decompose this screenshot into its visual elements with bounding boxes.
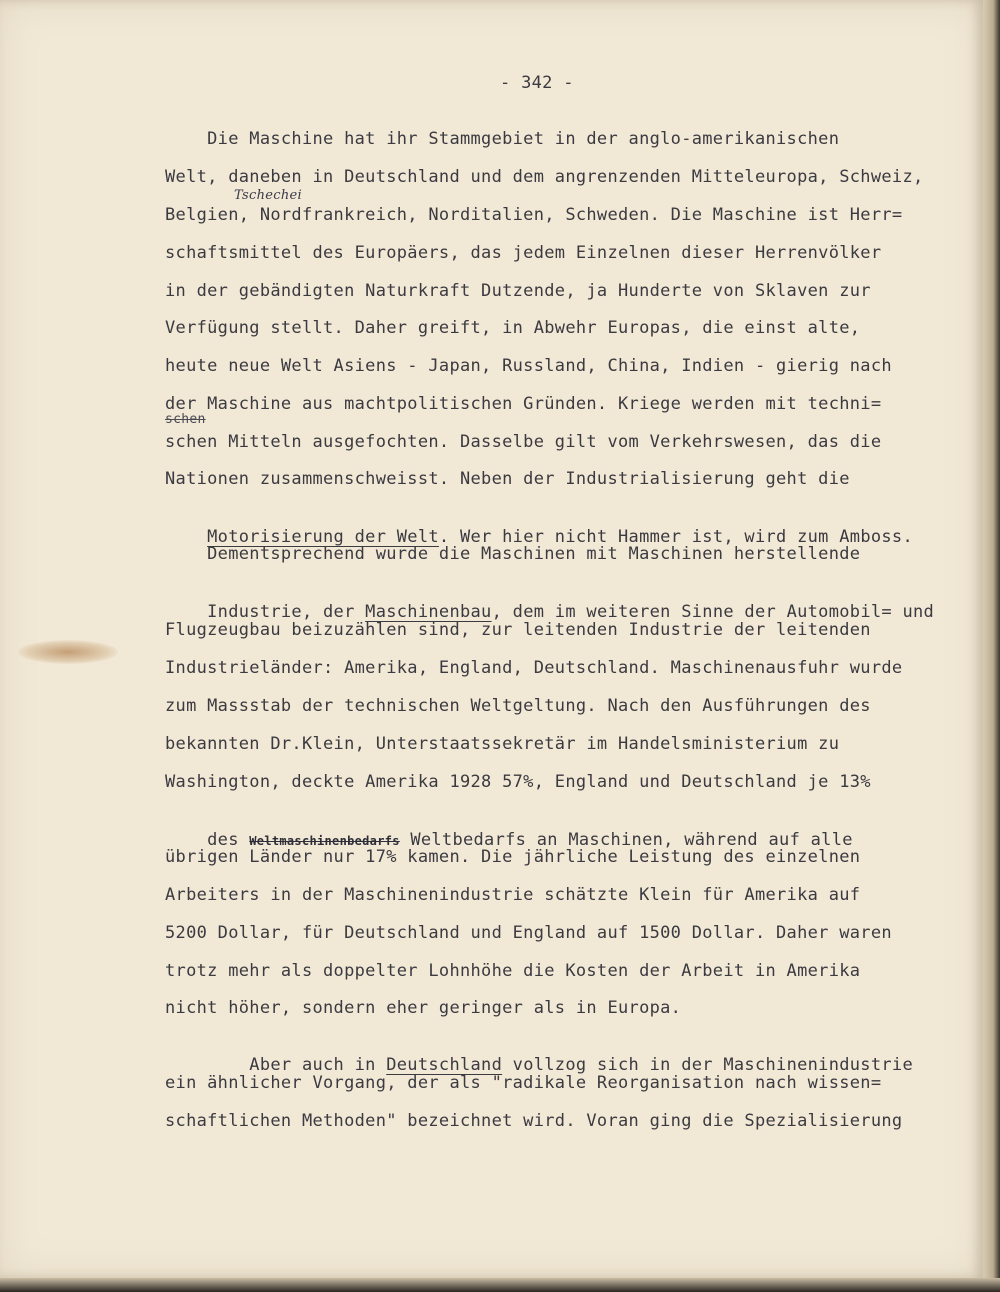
page-edge-bottom [0, 1278, 1000, 1292]
text-line-2: Welt, daneben in Deutschland und dem angrenzenden Mitteleuropa, Schweiz, [165, 167, 924, 187]
text-line-13-start: Industrie, der [207, 602, 366, 622]
text-line-18: Washington, deckte Amerika 1928 57%, England und Deutschland je 13% [165, 772, 871, 792]
text-line-27: schaftlichen Methoden" bezeichnet wird. Voran ging die Spezialisierung [165, 1111, 903, 1131]
text-line-8: der Maschine aus machtpolitischen Gründen. Kriege werden mit techni= [165, 394, 882, 414]
text-line-20: übrigen Länder nur 17% kamen. Die jährliche Leistung des einzelnen [165, 847, 861, 867]
text-line-15: Industrieländer: Amerika, England, Deutschland. Maschinenausfuhr wurde [165, 658, 903, 678]
underlined-phrase: Motorisierung der Welt [207, 527, 439, 547]
text-line-24: nicht höher, sondern eher geringer als in Europa. [165, 998, 682, 1018]
text-line-19-rest: Weltbedarfs an Maschinen, während auf alle [399, 830, 853, 850]
text-line-21: Arbeiters in der Maschinenindustrie schätzte Klein für Amerika auf [165, 885, 861, 905]
text-line-5: in der gebändigten Naturkraft Dutzende, ja Hunderte von Sklaven zur [165, 281, 871, 301]
text-line-12: Dementsprechend wurde die Maschinen mit Maschinen herstellende [165, 544, 861, 564]
text-line-13-rest: , dem im weiteren Sinne der Automobil= und [491, 602, 935, 622]
text-line-9: schen Mitteln ausgefochten. Dasselbe gilt vom Verkehrswesen, das die [165, 432, 882, 452]
text-line-6: Verfügung stellt. Daher greift, in Abwehr Europas, die einst alte, [165, 318, 861, 338]
text-line-22: 5200 Dollar, für Deutschland und England auf 1500 Dollar. Daher waren [165, 923, 892, 943]
struck-word: schen [165, 412, 206, 427]
text-line-11-rest: . Wer hier nicht Hammer ist, wird zum Amboss. [438, 527, 913, 547]
underlined-word-maschinenbau: Maschinenbau [365, 602, 492, 622]
text-line-25-rest: vollzog sich in der Maschinenindustrie [502, 1055, 913, 1075]
text-line-10: Nationen zusammenschweisst. Neben der Industrialisierung geht die [165, 469, 850, 489]
crossed-out-word: Weltmaschinenbedarfs [249, 834, 400, 848]
text-line-16: zum Massstab der technischen Weltgeltung. Nach den Ausführungen des [165, 696, 871, 716]
text-line-19-start: des [207, 830, 250, 850]
text-line-23: trotz mehr als doppelter Lohnhöhe die Kosten der Arbeit in Amerika [165, 961, 861, 981]
text-line-26: ein ähnlicher Vorgang, der als "radikale Reorganisation nach wissen= [165, 1073, 882, 1093]
text-line-7: heute neue Welt Asiens - Japan, Russland, China, Indien - gierig nach [165, 356, 892, 376]
text-line-3: Belgien, Nordfrankreich, Norditalien, Schweden. Die Maschine ist Herr= [165, 205, 903, 225]
page-number: - 342 - [500, 73, 574, 93]
text-line-25-start: Aber auch in [207, 1055, 387, 1075]
text-line-1: Die Maschine hat ihr Stammgebiet in der anglo-amerikanischen [165, 129, 840, 149]
text-line-17: bekannten Dr.Klein, Unterstaatssekretär im Handelsministerium zu [165, 734, 840, 754]
text-line-4: schaftsmittel des Europäers, das jedem Einzelnen dieser Herrenvölker [165, 243, 882, 263]
handwritten-annotation: Tschechei [234, 188, 302, 203]
text-line-14: Flugzeugbau beizuzählen sind, zur leitenden Industrie der leitenden [165, 620, 871, 640]
underlined-word-deutschland: Deutschland [386, 1055, 503, 1075]
page-edge-right [983, 0, 1000, 1292]
